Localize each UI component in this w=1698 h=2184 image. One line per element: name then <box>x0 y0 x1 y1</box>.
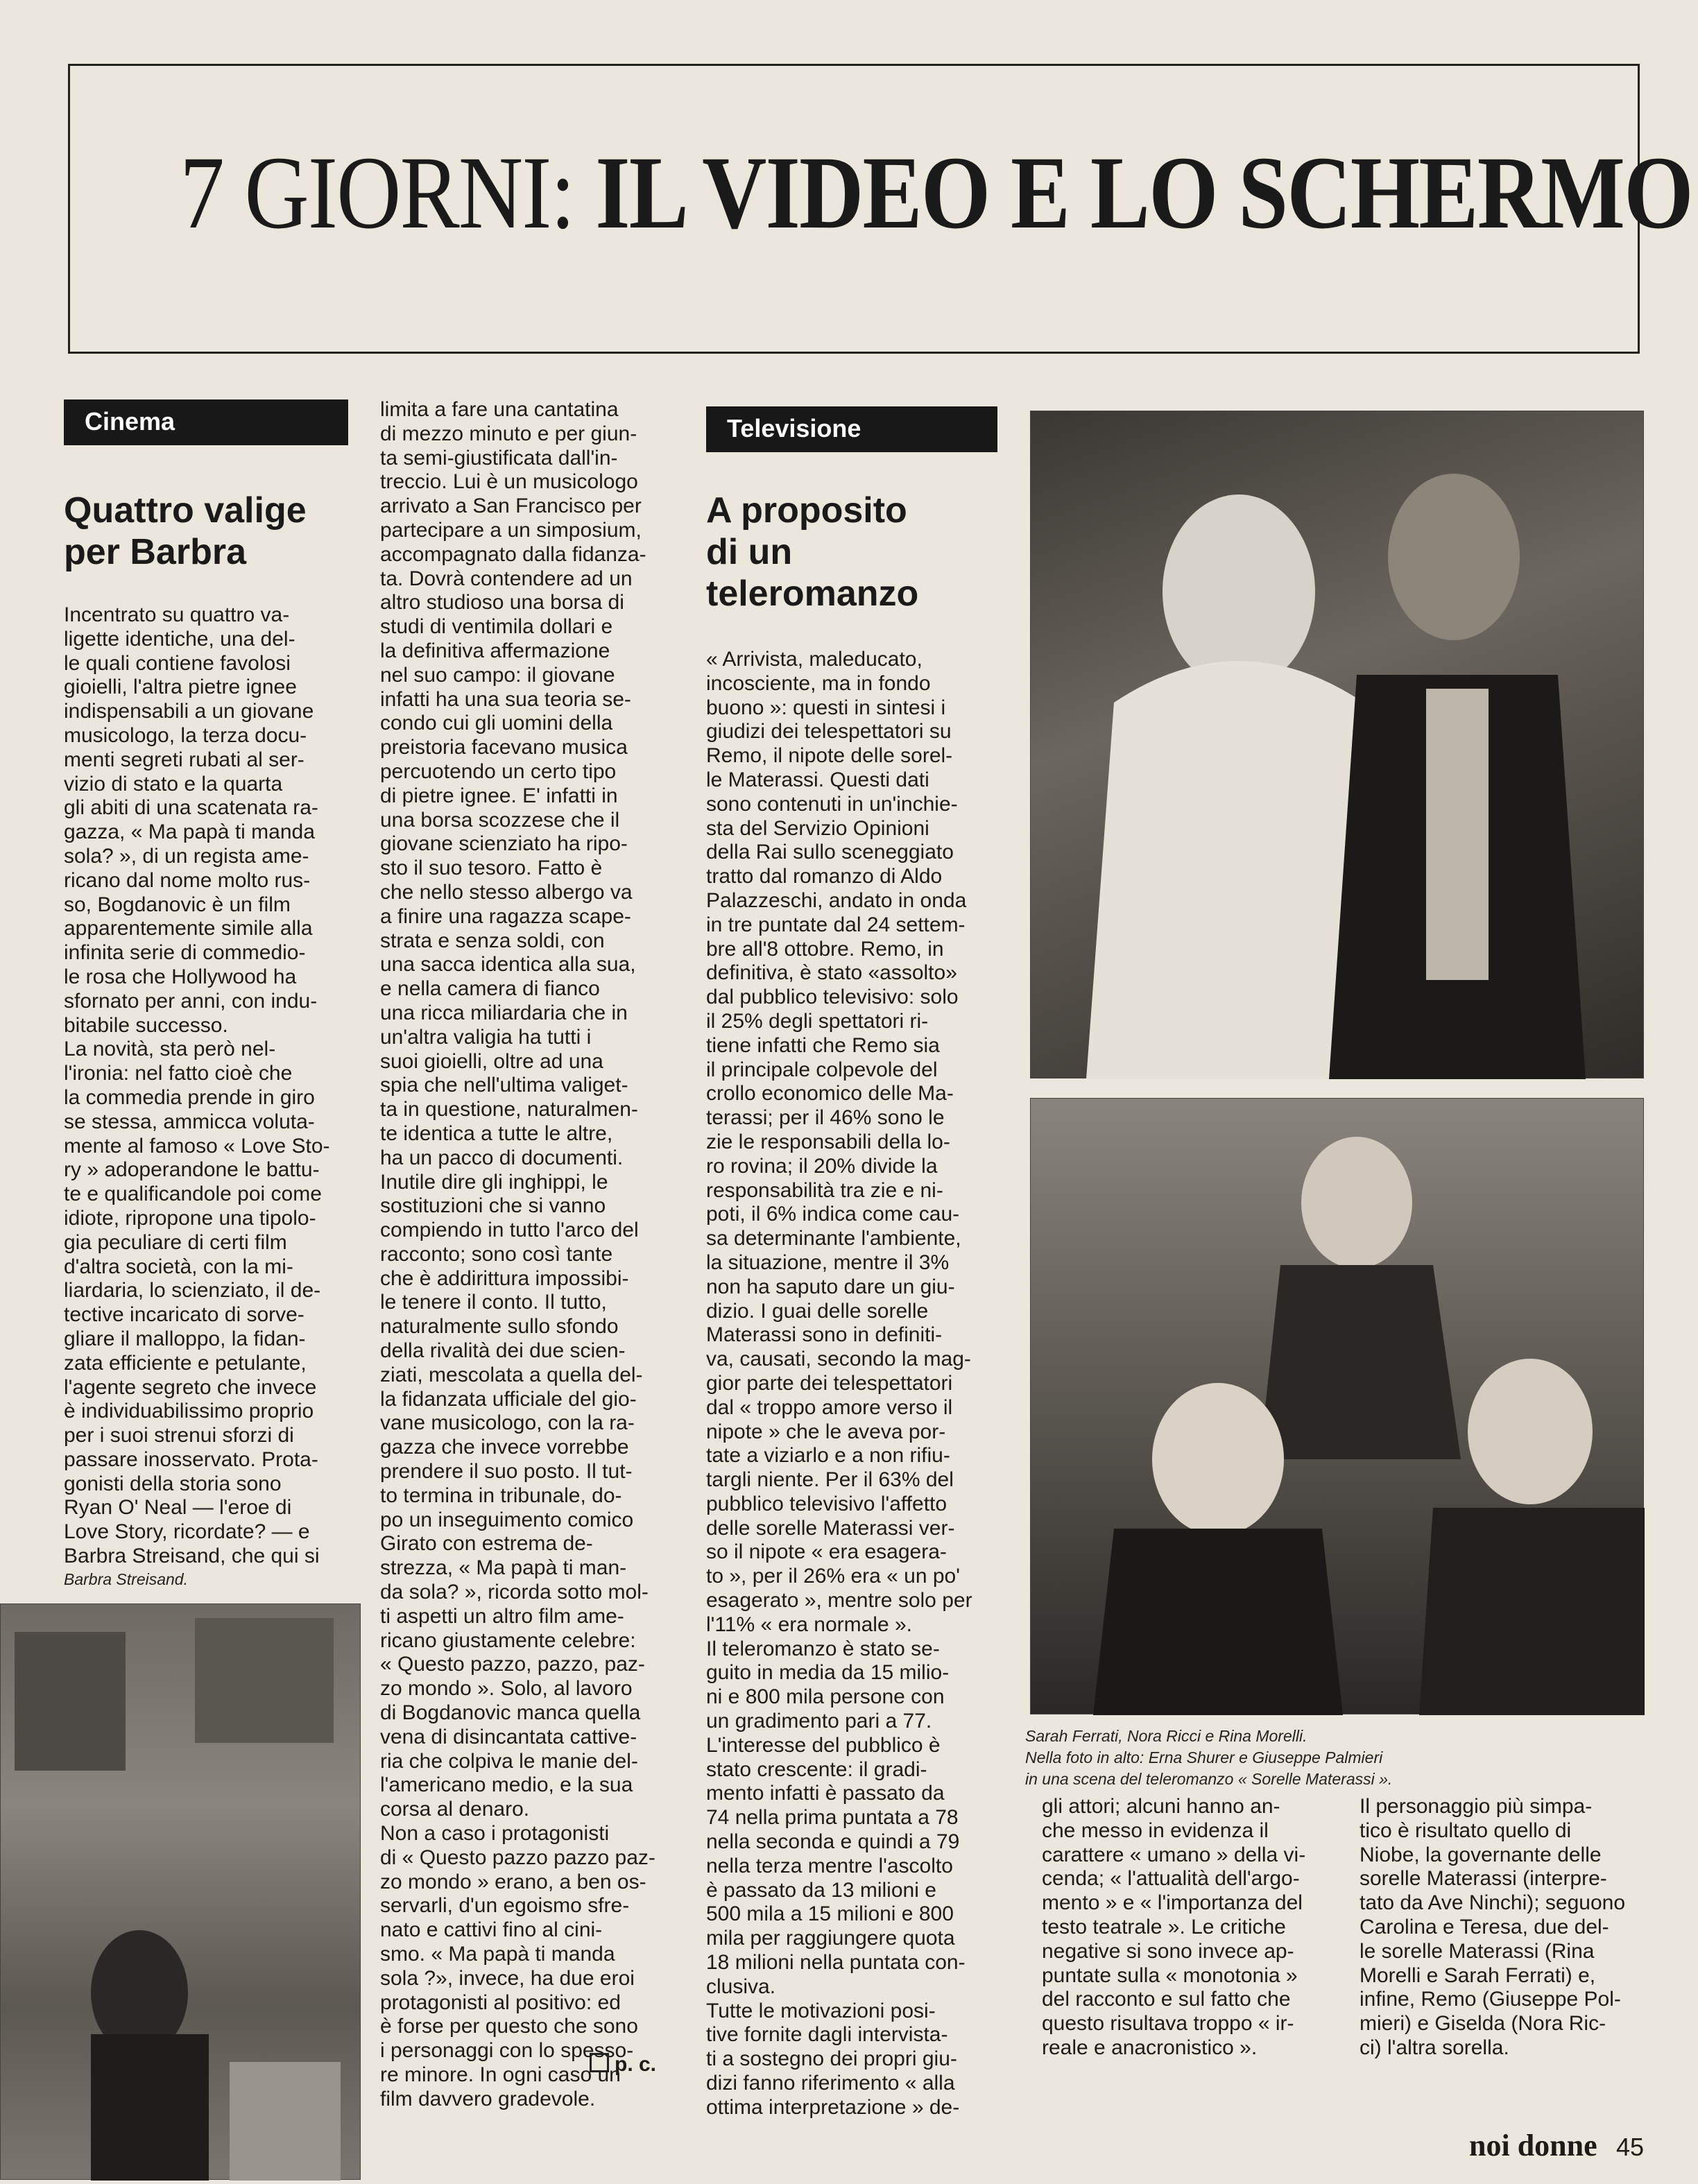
photo-silhouette-icon <box>1 1604 361 2181</box>
wedding-photo-figures-icon <box>1031 411 1645 1079</box>
section-televisione-label: Televisione <box>706 406 997 452</box>
tv-column-3: « Arrivista, maleducato, incosciente, ma in fondo buono »: questi in sintesi i giudizi dei telespettatori su Remo, il nipote delle sorel- le Materassi. Questi dati sono contenuti in un'inchie- sta del Servizio Opinioni della Rai sullo sceneggiato tratto dal romanzo di Aldo Palazzeschi, andato in onda in tre puntate dal 24 settem- bre all'8 ottobre. Remo, in definitiva, è stato «assolto» dal pubblico televisivo: solo il 25% degli spettatori ri- tiene infatti che Remo sia il principale colpevole del crollo economico delle Ma- terassi; per il 46% sono le zie le responsabili della lo- ro rovina; il 20% divide la responsabilità tra zie e ni- poti, il 6% indica come cau- sa determinante l'ambiente, la situazione, mentre il 3% non ha saputo dare un giu- dizio. I guai delle sorelle Materassi sono in definiti- va, causati, secondo la mag- gior parte dei telespettatori dal « troppo amore verso il nipote » che le aveva por- tate a viziarlo e a non rifiu- targli niente. Per il 63% del pubblico televisivo l'affetto delle sorelle Materassi ver- so il nipote « era esagera- to », per il 26% era « un po' esagerato », mentre solo per l'11% « era normale ». Il teleromanzo è stato se- guito in media da 15 milio- ni e 800 mila persone con un gradimento pari a 77. L'interesse del pubblico è stato crescente: il gradi- mento infatti è passato da 74 nella prima puntata a 78 nella seconda e quindi a 79 nella terza mentre l'ascolto è passato da 13 milioni e 500 mila a 15 milioni e 800 mila per raggiungere quota 18 milioni nella puntata con- clusiva. Tutte le motivazioni posi- tive fornite dagli intervista- ti a sostegno dei propri giu- dizi fanno riferimento « alla ottima interpretazione » de- <box>706 648 972 2119</box>
tv-photo-caption: Sarah Ferrati, Nora Ricci e Rina Morelli. Nella foto in alto: Erna Shurer e Giuseppe Palmieri in una scena del teleromanzo « Sorelle Materassi ». <box>1025 1727 1393 1788</box>
article-signature <box>590 2053 656 2076</box>
cinema-column-2: limita a fare una cantatina di mezzo minuto e per giun- ta semi-giustificata dall'in- treccio. Lui è un musicologo arrivato a San Francisco per partecipare a un simposium, accompagnato dalla fidanza- ta. Dovrà contendere ad un altro studioso una borsa di studi di ventimila dollari e la definitiva affermazione nel suo campo: il giovane infatti ha una sua teoria se- condo cui gli uomini della preistoria facevano musica percuotendo un certo tipo di pietre ignee. E' infatti in una borsa scozzese che il giovane scienziato ha ripo- sto il suo tesoro. Fatto è che nello stesso albergo va a finire una ragazza scape- strata e senza soldi, con una sacca identica alla sua, e nella camera di fianco una ricca miliardaria che in un'altra valigia ha tutti i suoi gioielli, oltre ad una spia che nell'ultima valiget- ta in questione, naturalmen- te identica a tutte le altre, ha un pacco di documenti. Inutile dire gli inghippi, le sostituzioni che si vanno compiendo in tutto l'arco del racconto; sono così tante che è addirittura impossibi- le tenere il conto. Il tutto, naturalmente sullo sfondo della rivalità dei due scien- ziati, mescolata a quella del- la fidanzata ufficiale del gio- vane musicologo, con la ra- gazza che invece vorrebbe prendere il suo posto. Il tut- to termina in tribunale, do- po un inseguimento comico Girato con estrema de- strezza, « Ma papà ti man- da sola? », ricorda sotto mol- ti aspetti un altro film ame- ricano giustamente celebre: « Questo pazzo, pazzo, paz- zo mondo ». Solo, al lavoro di Bogdanovic manca quella vena di disincantata cattive- ria che colpiva le manie del- l'americano medio, e la sua corsa al denaro. Non a caso i protagonisti di « Questo pazzo pazzo paz- zo mondo » erano, a ben os- servarli, d'un egoismo sfre- nato e cattivi fino al cini- smo. « Ma papà ti manda sola ?», invece, ha due eroi protagonisti al positivo: ed è forse per questo che sono i personaggi con lo spesso- re minore. In ogni caso un film davvero gradevole. <box>380 398 655 2110</box>
title-part2: IL VIDEO E LO SCHERMO <box>595 135 1692 250</box>
tv-headline: A proposito di un teleromanzo <box>706 490 919 614</box>
wedding-scene-photo <box>1030 411 1644 1078</box>
cinema-column-1: Incentrato su quattro va- ligette identiche, una del- le quali contiene favolosi gioielli, l'altra pietre ignee indispensabili a un giovane musicologo, la terza docu- menti segreti rubati al ser- vizio di stato e la quarta gli abiti di una scatenata ra- gazza, « Ma papà ti manda sola? », di un regista ame- ricano dal nome molto rus- so, Bogdanovic è un film apparentemente simile alla infinita serie di commedio- le rosa che Hollywood ha sfornato per anni, con indu- bitabile successo. La novità, sta però nel- l'ironia: nel fatto cioè che la commedia prende in giro se stessa, ammicca voluta- mente al famoso « Love Sto- ry » adoperandone le battu- te e qualificandole poi come idiote, ripropone una tipolo- gia peculiare di certi film d'altra società, con la mi- liardaria, lo scienziato, il de- tective incaricato di sorve- gliare il malloppo, la fidan- zata efficiente e petulante, l'agente segreto che invece è individuabilissimo proprio per i suoi strenui sforzi di passare inosservato. Prota- gonisti della storia sono Ryan O' Neal — l'eroe di Love Story, ricordate? — e Barbra Streisand, che qui si <box>64 603 330 1568</box>
magazine-logo: noi donne <box>1469 2129 1597 2162</box>
signature-text: p. c. <box>615 2053 657 2076</box>
signature-box-icon <box>590 2053 609 2072</box>
tv-column-4: gli attori; alcuni hanno an- che messo in evidenza il carattere « umano » della vi- cenda; « l'attualità dell'argo- mento » e « l'importanza del testo teatrale ». Le critiche negative si sono invece ap- puntate sulla « monotonia » del racconto e sul fatto che questo risultava troppo « ir- reale e anacronistico ». <box>1042 1795 1306 2059</box>
title-part1: 7 GIORNI: <box>180 135 574 250</box>
sorelle-materassi-photo <box>1030 1098 1644 1714</box>
cinema-headline: Quattro valige per Barbra <box>64 490 307 572</box>
tv-column-5: Il personaggio più simpa- tico è risultato quello di Niobe, la governante delle sorelle Materassi (interpre- tato da Ave Ninchi); seguono Carolina e Teresa, due del- le sorelle Materassi (Rina Morelli e Sarah Ferrati) e, infine, Remo (Giuseppe Pol- mieri) e Giselda (Nora Ric- ci) l'altra sorella. <box>1360 1795 1626 2059</box>
materassi-photo-figures-icon <box>1031 1099 1645 1715</box>
header-box <box>68 64 1692 354</box>
cinema-photo-caption: Barbra Streisand. <box>64 1570 188 1588</box>
page-number: 45 <box>1616 2133 1645 2161</box>
page-title <box>180 135 1692 250</box>
section-cinema-label: Cinema <box>64 399 348 445</box>
barbra-streisand-photo <box>0 1603 361 2180</box>
